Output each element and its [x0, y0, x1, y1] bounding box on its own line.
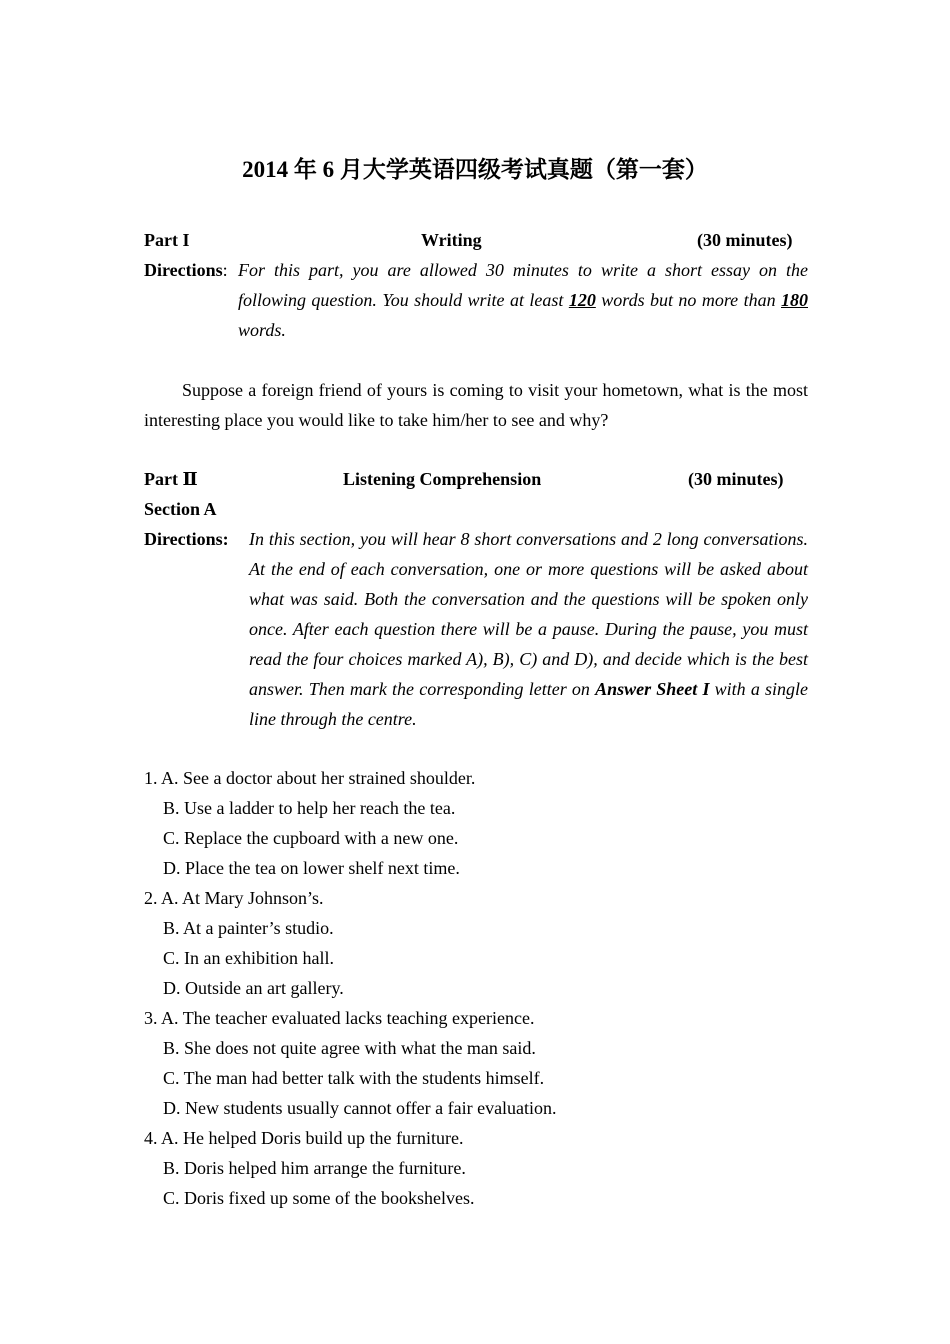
min-word-count: 120 [568, 290, 596, 310]
part-2-label: Part Ⅱ [144, 469, 198, 489]
part-2-directions-label: Directions: [144, 529, 229, 549]
question-option: D. New students usually cannot offer a fair evaluation. [163, 1098, 557, 1118]
part-1-name: Writing [421, 230, 482, 250]
question-option: 4. A. He helped Doris build up the furniture. [144, 1128, 464, 1148]
question-option: D. Outside an art gallery. [163, 978, 344, 998]
part-2-name: Listening Comprehension [343, 469, 542, 489]
question-option: 1. A. See a doctor about her strained shoulder. [144, 768, 476, 788]
page-title: 2014 年 6 月大学英语四级考试真题（第一套） [242, 157, 708, 182]
question-list [144, 763, 808, 1213]
question-option: B. Doris helped him arrange the furniture. [163, 1158, 466, 1178]
question-option: C. The man had better talk with the students himself. [163, 1068, 545, 1088]
question-option: C. Doris fixed up some of the bookshelves. [163, 1188, 475, 1208]
part-1-directions-label: Directions: [144, 260, 228, 280]
question-option: 2. A. At Mary Johnson’s. [144, 888, 324, 908]
question-option: 3. A. The teacher evaluated lacks teaching experience. [144, 1008, 535, 1028]
max-word-count: 180 [781, 290, 808, 310]
question-option: D. Place the tea on lower shelf next time. [163, 858, 460, 878]
part-1-directions-text: For this part, you are allowed 30 minutes to write a short essay on the following question. You should write at least 120 words but no more than 180 words. [238, 260, 808, 340]
question-option: C. Replace the cupboard with a new one. [163, 828, 459, 848]
question-option: C. In an exhibition hall. [163, 948, 334, 968]
question-option: B. She does not quite agree with what the man said. [163, 1038, 536, 1058]
question-1 [144, 763, 808, 883]
question-option: B. At a painter’s studio. [163, 918, 334, 938]
part-2-directions-text: In this section, you will hear 8 short conversations and 2 long conversations. At the end of each conversation, one or more questions will be asked about what was said. Both the conversation and the questions will be spoken only once. After each question there will be a pause. During the pause, you must read the four choices marked A), B), C) and D), and decide which is the best answer. Then mark the corresponding letter on Answer Sheet I with a single line through the centre. [249, 529, 808, 729]
part-1-label: Part I [144, 230, 190, 250]
question-2 [144, 883, 808, 1003]
part-1-time: (30 minutes) [697, 230, 793, 250]
question-4 [144, 1123, 808, 1213]
answer-sheet-ref: Answer Sheet I [595, 679, 710, 699]
writing-prompt: Suppose a foreign friend of yours is coming to visit your hometown, what is the most interesting place you would like to take him/her to see and why? [144, 380, 808, 430]
question-3 [144, 1003, 808, 1123]
question-option: B. Use a ladder to help her reach the tea. [163, 798, 456, 818]
part-2-time: (30 minutes) [688, 469, 784, 489]
section-a-heading: Section A [144, 499, 217, 519]
